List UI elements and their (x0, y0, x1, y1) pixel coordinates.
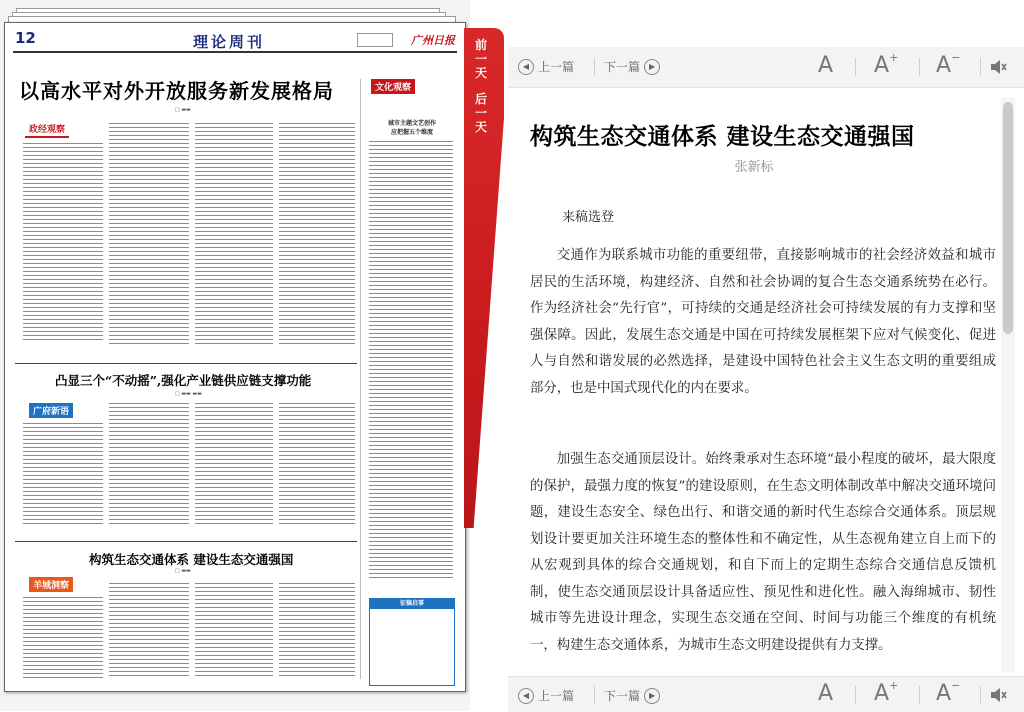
font-decrease-label: A (936, 53, 952, 78)
byline-marker: □ ▬▬ (175, 568, 191, 574)
text-column (23, 423, 103, 533)
byline-marker: □ ▬▬ (175, 107, 191, 113)
next-day-link[interactable]: 后 一 天 (474, 92, 487, 134)
article-paragraph: 加强生态交通顶层设计。始终秉承对生态环境“最小程度的破坏，最大限度的保护，最强力度的恢复”的建设原则，在生态文明体制改革中解决交通环境问题，建设生态安全、绿色出行、和谐交通的新时代生态综合交通体系。顶层规划设计要更加关注环境生态的整体性和不确定性，从生态视角建立自上而下的从宏观到具体的综合交通规划，和自下而上的定期生态综合交通信息反馈机制，使生态交通顶层设计具备适应性、预见性和进化性。融入海绵城市、韧性城市等先进设计理念，实现生态交通在空间、时间与功能三个维度的有机统一，构建生态交通体系，为城市生态文明建设提供有力支撑。 (530, 452, 996, 653)
arrow-right-icon: ▶ (644, 59, 660, 75)
text-column (369, 141, 453, 581)
arrow-left-icon: ◀ (518, 688, 534, 704)
article-author: 张新标 (734, 160, 774, 175)
plus-icon: + (889, 51, 899, 64)
column-divider (360, 79, 361, 679)
newspaper-page-thumbnail[interactable] (0, 0, 470, 711)
font-increase-label: A (874, 53, 890, 78)
toolbar-separator (919, 686, 920, 704)
text-column (279, 583, 355, 683)
font-increase-label: A (874, 681, 890, 706)
text-column (195, 123, 273, 353)
toolbar-separator (980, 58, 981, 76)
toolbar-separator (594, 58, 595, 76)
font-decrease-button[interactable] (936, 681, 960, 706)
article-title: 构筑生态交通体系 建设生态交通强国 (530, 123, 915, 150)
byline-marker: □ ▬▬ ▬▬ (175, 391, 202, 397)
reader-toolbar-bottom (508, 676, 1024, 712)
info-box (369, 598, 455, 686)
column-tag: 文化观察 (371, 79, 415, 94)
prev-day-link[interactable]: 前 一 天 (474, 38, 487, 80)
info-box-title: 征稿启事 (370, 599, 454, 609)
column-tag: 政经观察 (25, 121, 69, 138)
text-column (195, 403, 273, 533)
column-tag: 广府新语 (29, 403, 73, 418)
newspaper-page[interactable] (4, 22, 466, 692)
next-article-button[interactable] (604, 687, 660, 704)
text-column (23, 597, 103, 683)
text-column (23, 143, 103, 353)
next-article-button[interactable] (604, 58, 660, 75)
text-column (109, 123, 189, 353)
text-column (109, 403, 189, 533)
prev-article-label: 上一篇 (538, 689, 575, 703)
arrow-left-icon: ◀ (518, 59, 534, 75)
article-paragraph: 交通作为联系城市功能的重要纽带，直接影响城市的社会经济效益和城市居民的生活环境，构建经济、自然和社会协调的复合生态交通系统势在必行。作为经济社会“先行官”，可持续的交通是经济社会可持续发展的有力支撑和坚强保障。因此，发展生态交通是中国在可持续发展框架下应对气候变化、促进人与自然和谐发展的必然选择，是建设中国特色社会主义生态文明的重要组成部分，也是中国式现代化的内在要求。 (530, 248, 996, 396)
headline-link[interactable]: 以高水平对外开放服务新发展格局 (19, 79, 334, 103)
side-article-link[interactable]: 城市主题文艺创作 应把握五个维度 (387, 120, 436, 136)
scrollbar-thumb[interactable] (1003, 102, 1013, 334)
font-decrease-label: A (936, 681, 952, 706)
date-box (357, 33, 393, 47)
toolbar-separator (919, 58, 920, 76)
text-column (195, 583, 273, 683)
prev-article-label: 上一篇 (538, 60, 575, 74)
minus-icon: − (951, 679, 961, 692)
page-number: 12 (15, 29, 36, 47)
plus-icon: + (889, 679, 899, 692)
speaker-icon[interactable] (990, 59, 1008, 75)
column-tag: 羊城洞察 (29, 577, 73, 592)
arrow-right-icon: ▶ (644, 688, 660, 704)
headline-link[interactable]: 凸显三个“不动摇”,强化产业链供应链支撑功能 (55, 373, 312, 388)
section-divider (15, 363, 357, 364)
font-reset-button[interactable]: A (818, 53, 834, 78)
prev-article-button[interactable] (518, 687, 574, 704)
text-column (279, 403, 355, 533)
article-source: 来稿选登 (562, 210, 615, 225)
text-column (279, 123, 355, 353)
font-increase-button[interactable] (874, 53, 898, 78)
font-decrease-button[interactable] (936, 53, 960, 78)
headline-link-active[interactable]: 构筑生态交通体系 建设生态交通强国 (89, 552, 294, 567)
reader-toolbar-top (508, 47, 1024, 88)
next-article-label: 下一篇 (604, 689, 641, 703)
speaker-icon[interactable] (990, 687, 1008, 703)
toolbar-separator (594, 686, 595, 704)
next-article-label: 下一篇 (604, 60, 641, 74)
newspaper-logo: 广州日报 (411, 34, 455, 47)
font-reset-button[interactable]: A (818, 681, 834, 706)
article-content (508, 98, 1000, 676)
toolbar-separator (855, 58, 856, 76)
toolbar-separator (855, 686, 856, 704)
section-title: 理论周刊 (193, 33, 266, 51)
text-column (109, 583, 189, 683)
newspaper-masthead (13, 29, 457, 53)
prev-article-button[interactable] (518, 58, 574, 75)
minus-icon: − (951, 51, 961, 64)
section-divider (15, 541, 357, 542)
font-increase-button[interactable] (874, 681, 898, 706)
toolbar-separator (980, 686, 981, 704)
